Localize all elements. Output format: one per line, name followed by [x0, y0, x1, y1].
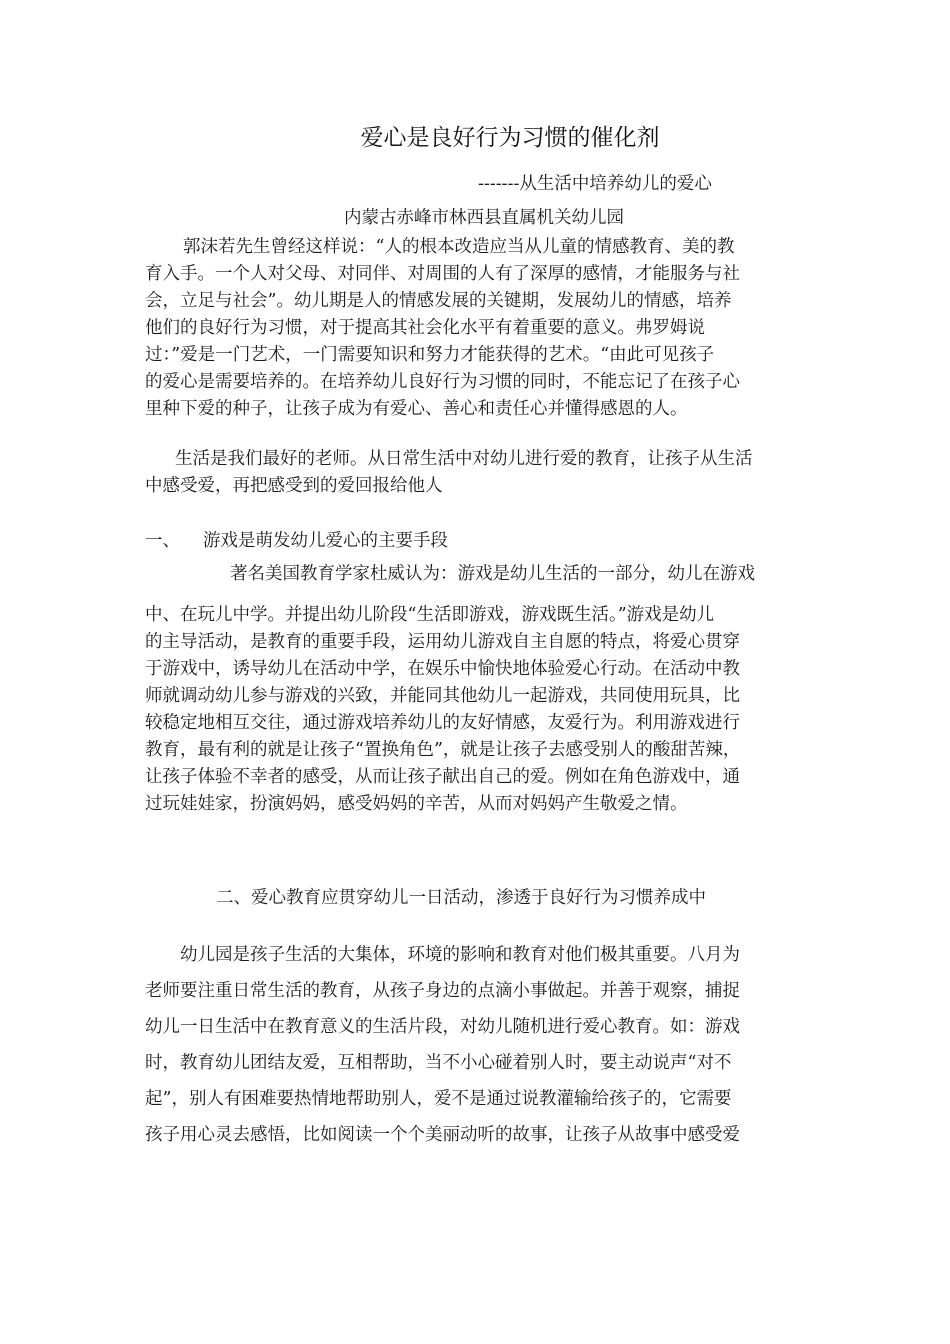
paragraph-line: 过玩娃娃家，扮演妈妈，感受妈妈的辛苦，从而对妈妈产生敬爱之情。 [145, 794, 688, 814]
paragraph-line: 里种下爱的种子，让孩子成为有爱心、善心和责任心并懂得感恩的人。 [145, 399, 688, 419]
paragraph-line: 中、在玩儿中学。并提出幼儿阶段“生活即游戏，游戏既生活。”游戏是幼儿 [145, 605, 715, 625]
paragraph-line: 孩子用心灵去感悟，比如阅读一个个美丽动听的故事，让孩子从故事中感受爱 [145, 1125, 740, 1145]
paragraph-line: 著名美国教育学家杜威认为：游戏是幼儿生活的一部分，幼儿在游戏 [230, 564, 755, 584]
paragraph-line: 他们的良好行为习惯，对于提高其社会化水平有着重要的意义。弗罗姆说 [145, 318, 705, 338]
organization-name: 内蒙古赤峰市林西县直属机关幼儿园 [344, 208, 624, 228]
paragraph-line: 较稳定地相互交往，通过游戏培养幼儿的友好情感，友爱行为。利用游戏进行 [145, 713, 740, 733]
section-number: 一、 [145, 531, 180, 551]
section-heading-1 [145, 527, 448, 552]
paragraph-line: 中感受爱，再把感受到的爱回报给他人 [145, 476, 443, 496]
paragraph-line: 过：”爱是一门艺术，一门需要知识和努力才能获得的艺术。“由此可见孩子 [145, 345, 715, 365]
paragraph-line: 起”，别人有困难要热情地帮助别人，爱不是通过说教灌输给孩子的，它需要 [145, 1089, 732, 1109]
paragraph-line: 让孩子体验不幸者的感受，从而让孩子献出自己的爱。例如在角色游戏中，通 [145, 767, 740, 787]
paragraph-line: 老师要注重日常生活的教育，从孩子身边的点滴小事做起。并善于观察，捕捉 [145, 981, 740, 1001]
paragraph-line: 幼儿一日生活中在教育意义的生活片段，对幼儿随机进行爱心教育。如：游戏 [145, 1017, 740, 1037]
paragraph-line: 幼儿园是孩子生活的大集体，环境的影响和教育对他们极其重要。八月为 [180, 945, 740, 965]
paragraph-line: 会，立足与社会”。幼儿期是人的情感发展的关键期，发展幼儿的情感，培养 [145, 291, 732, 311]
paragraph-line: 的主导活动，是教育的重要手段，运用幼儿游戏自主自愿的特点，将爱心贯穿 [145, 632, 740, 652]
paragraph-line: 于游戏中，诱导幼儿在活动中学，在娱乐中愉快地体验爱心行动。在活动中教 [145, 659, 740, 679]
paragraph-line: 教育，最有利的就是让孩子“置换角色”，就是让孩子去感受别人的酸甜苦辣， [145, 740, 741, 760]
paragraph-line: 时，教育幼儿团结友爱，互相帮助，当不小心碰着别人时，要主动说声“对不 [145, 1053, 732, 1073]
page-title: 爱心是良好行为习惯的催化剂 [360, 125, 660, 151]
paragraph-line: 师就调动幼儿参与游戏的兴致，并能同其他幼儿一起游戏，共同使用玩具，比 [145, 686, 740, 706]
paragraph-line: 的爱心是需要培养的。在培养幼儿良好行为习惯的同时，不能忘记了在孩子心 [145, 372, 740, 392]
paragraph-line: 育入手。一个人对父母、对同伴、对周围的人有了深厚的感情，才能服务与社 [145, 264, 740, 284]
page-subtitle: -------从生活中培养幼儿的爱心 [478, 174, 712, 194]
section-heading-text: 游戏是萌发幼儿爱心的主要手段 [203, 531, 448, 551]
paragraph-line: 郭沫若先生曾经这样说：“人的根本改造应当从儿童的情感教育、美的教 [183, 237, 735, 257]
section-heading-2: 二、爱心教育应贯穿幼儿一日活动，渗透于良好行为习惯养成中 [216, 888, 706, 908]
paragraph-line: 生活是我们最好的老师。从日常生活中对幼儿进行爱的教育，让孩子从生活 [175, 449, 753, 469]
